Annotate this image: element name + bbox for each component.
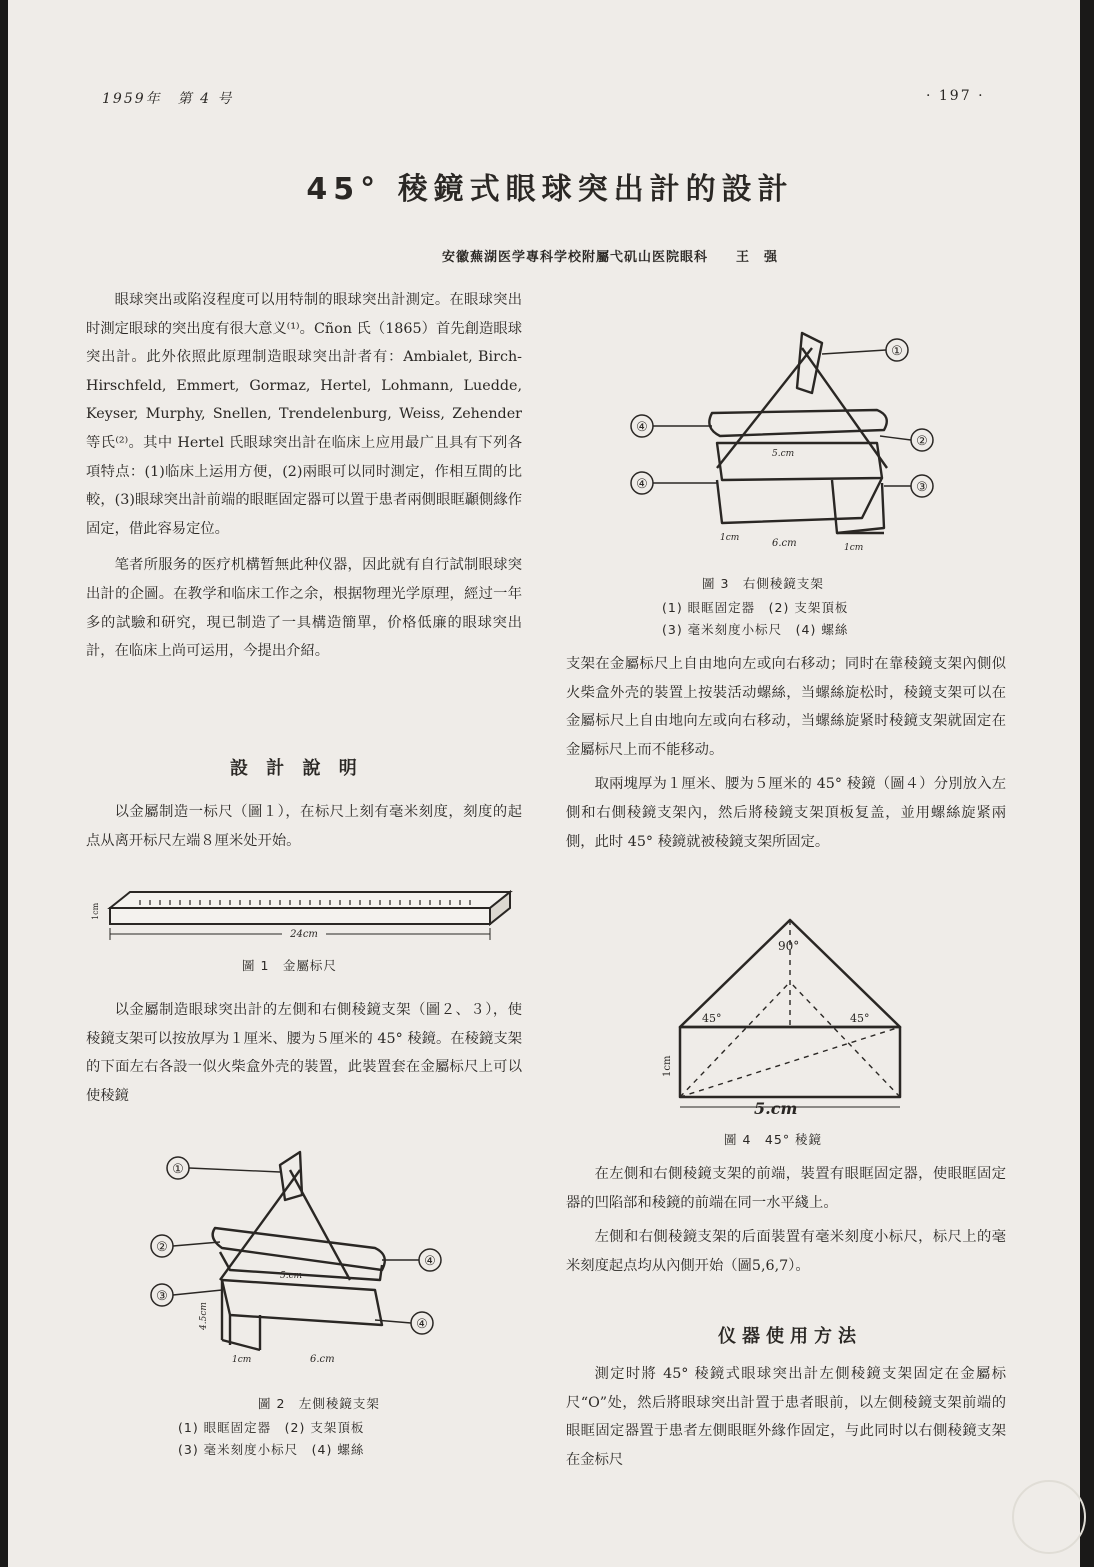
journal-issue: 1959年 第 4 号 bbox=[102, 91, 234, 107]
left-column-para4 bbox=[86, 996, 522, 1110]
figure-2-legend-2: (3) 毫米刻度小标尺 (4) 螺絲 bbox=[178, 1442, 365, 1457]
marker-2: ② bbox=[156, 1240, 168, 1255]
paragraph: 以金屬制造眼球突出計的左側和右側稜鏡支架（圖２、３），使稜鏡支架可以按放厚为１厘米、腰为５厘米的 45° 稜鏡。在稜鏡支架的下面左右各設一似火柴盒外壳的裝置，此裝置套在金屬标尺上可以使稜鏡 bbox=[86, 1002, 522, 1104]
paragraph: 在左側和右側稜鏡支架的前端，裝置有眼眶固定器，使眼眶固定器的凹陷部和稜鏡的前端在同一水平綫上。 bbox=[566, 1166, 1006, 1211]
paragraph: 眼球突出或陷沒程度可以用特制的眼球突出計測定。在眼球突出时測定眼球的突出度有很大意义⁽¹⁾。Cñon 氏（1865）首先創造眼球突出計。此外依照此原理制造眼球突出計者有：Ambialet, Birch-Hirschfeld, Emmert, Gormaz, Hertel, Lohmann, Luedde, Keyser, Murphy, Snellen, Trendelenburg, Weiss, Zehender 等氏⁽²⁾。其中 Hertel 氏眼球突出計在临床上应用最广且具有下列各項特点：(1)临床上运用方便，(2)兩眼可以同时測定，作相互間的比較，(3)眼球突出計前端的眼眶固定器可以置于患者兩側眼眶顳側緣作固定，借此容易定位。 bbox=[86, 292, 522, 537]
angle-90: 90° bbox=[778, 939, 800, 953]
paragraph: 測定时將 45° 稜鏡式眼球突出計左側稜鏡支架固定在金屬标尺“O”处，然后將眼球突出計置于患者眼前，以左側稜鏡支架前端的眼眶固定器置于患者左側眼眶外緣作固定，与此同时以右側稜鏡支架在金标尺 bbox=[566, 1366, 1006, 1468]
section-heading-design: 設 計 說 明 bbox=[230, 758, 363, 779]
marker-4-bottom: ④ bbox=[636, 477, 648, 492]
article-title: 45° 稜鏡式眼球突出計的設計 bbox=[306, 172, 794, 207]
figure-1-ruler bbox=[90, 870, 530, 950]
marker-2: ② bbox=[916, 434, 928, 449]
right-column-lower bbox=[566, 1160, 1006, 1280]
marker-4-top: ④ bbox=[424, 1254, 436, 1269]
figure-3-right-prism-holder bbox=[622, 318, 952, 558]
marker-4-top: ④ bbox=[636, 420, 648, 435]
paragraph: 左側和右側稜鏡支架的后面裝置有毫米刻度小标尺，标尺上的毫米刻度起点均从內側开始（圖5,6,7）。 bbox=[566, 1229, 1006, 1274]
figure-1-caption: 圖 1 金屬标尺 bbox=[242, 958, 337, 973]
marker-4-bottom: ④ bbox=[416, 1317, 428, 1332]
figure-4-prism bbox=[650, 912, 930, 1122]
scan-edge-left bbox=[0, 0, 8, 1567]
fig1-length-label: 24cm bbox=[290, 929, 318, 940]
paragraph: 笔者所服务的医疗机構暂無此种仪器，因此就有自行試制眼球突出計的企圖。在教学和临床工作之余，根据物理光学原理，經过一年多的試驗和研究，現已制造了一具構造簡單，价格低廉的眼球突出計，在临床上尚可运用，今提出介紹。 bbox=[86, 557, 522, 660]
section-heading-usage: 仪器使用方法 bbox=[718, 1326, 862, 1347]
author-line: 安徽蕪湖医学專科学校附屬弋矶山医院眼科 王 强 bbox=[441, 250, 778, 265]
angle-45-left: 45° bbox=[702, 1012, 722, 1025]
paragraph: 支架在金屬标尺上自由地向左或向右移动；同时在靠稜鏡支架內側似火柴盒外壳的裝置上按裝活动螺絲，当螺絲旋松时，稜鏡支架可以在金屬标尺上自由地向左或向右移动，当螺絲旋紧时稜鏡支架就固定在金屬标尺上而不能移动。 bbox=[566, 656, 1006, 758]
angle-45-right: 45° bbox=[850, 1012, 870, 1025]
fig2-dim-5cm: 5.cm bbox=[280, 1271, 303, 1281]
fig4-height-label: 1cm bbox=[662, 1055, 673, 1077]
fig2-dim-4.5cm: 4.5cm bbox=[199, 1302, 209, 1330]
fig3-dim-5cm: 5.cm bbox=[772, 449, 795, 459]
figure-4-caption: 圖 4 45° 稜鏡 bbox=[724, 1132, 823, 1147]
figure-2-caption-block bbox=[178, 1394, 380, 1458]
figure-3-legend-2: (3) 毫米刻度小标尺 (4) 螺絲 bbox=[662, 622, 849, 637]
marker-3: ③ bbox=[916, 480, 928, 495]
left-column-design bbox=[86, 798, 522, 855]
marker-1: ① bbox=[172, 1162, 184, 1177]
fig2-dim-6cm: 6.cm bbox=[310, 1354, 335, 1365]
fig3-dim-6cm: 6.cm bbox=[772, 538, 797, 549]
right-column-usage bbox=[566, 1360, 1006, 1474]
fig3-dim-1cm-right: 1cm bbox=[844, 543, 864, 553]
fig2-dim-1cm: 1cm bbox=[232, 1355, 252, 1365]
fig4-width-label: 5.cm bbox=[754, 1099, 798, 1118]
fig1-side-label: 1cm bbox=[91, 902, 100, 920]
library-watermark bbox=[1012, 1480, 1086, 1554]
marker-1: ① bbox=[891, 344, 903, 359]
figure-2-caption: 圖 2 左側稜鏡支架 bbox=[258, 1396, 380, 1411]
paragraph: 取兩塊厚为１厘米、腰为５厘米的 45° 稜鏡（圖４）分別放入左側和右側稜鏡支架內，然后將稜鏡支架頂板复盖，並用螺絲旋紧兩側，此时 45° 稜鏡就被稜鏡支架所固定。 bbox=[566, 776, 1006, 850]
marker-3: ③ bbox=[156, 1289, 168, 1304]
scan-edge-right bbox=[1080, 0, 1094, 1567]
figure-2-left-prism-holder bbox=[150, 1140, 450, 1370]
right-column-upper bbox=[566, 650, 1006, 856]
fig3-dim-1cm-left: 1cm bbox=[720, 533, 740, 543]
figure-2-legend-1: (1) 眼眶固定器 (2) 支架頂板 bbox=[178, 1420, 365, 1435]
paragraph: 以金屬制造一标尺（圖１），在标尺上刻有毫米刻度，刻度的起点从离开标尺左端８厘米处开始。 bbox=[86, 804, 522, 849]
page-number: · 197 · bbox=[926, 88, 985, 104]
figure-3-caption: 圖 3 右側稜鏡支架 bbox=[702, 576, 824, 591]
left-column-intro bbox=[86, 286, 522, 666]
figure-3-legend-1: (1) 眼眶固定器 (2) 支架頂板 bbox=[662, 600, 849, 615]
figure-3-caption-block bbox=[662, 574, 848, 638]
